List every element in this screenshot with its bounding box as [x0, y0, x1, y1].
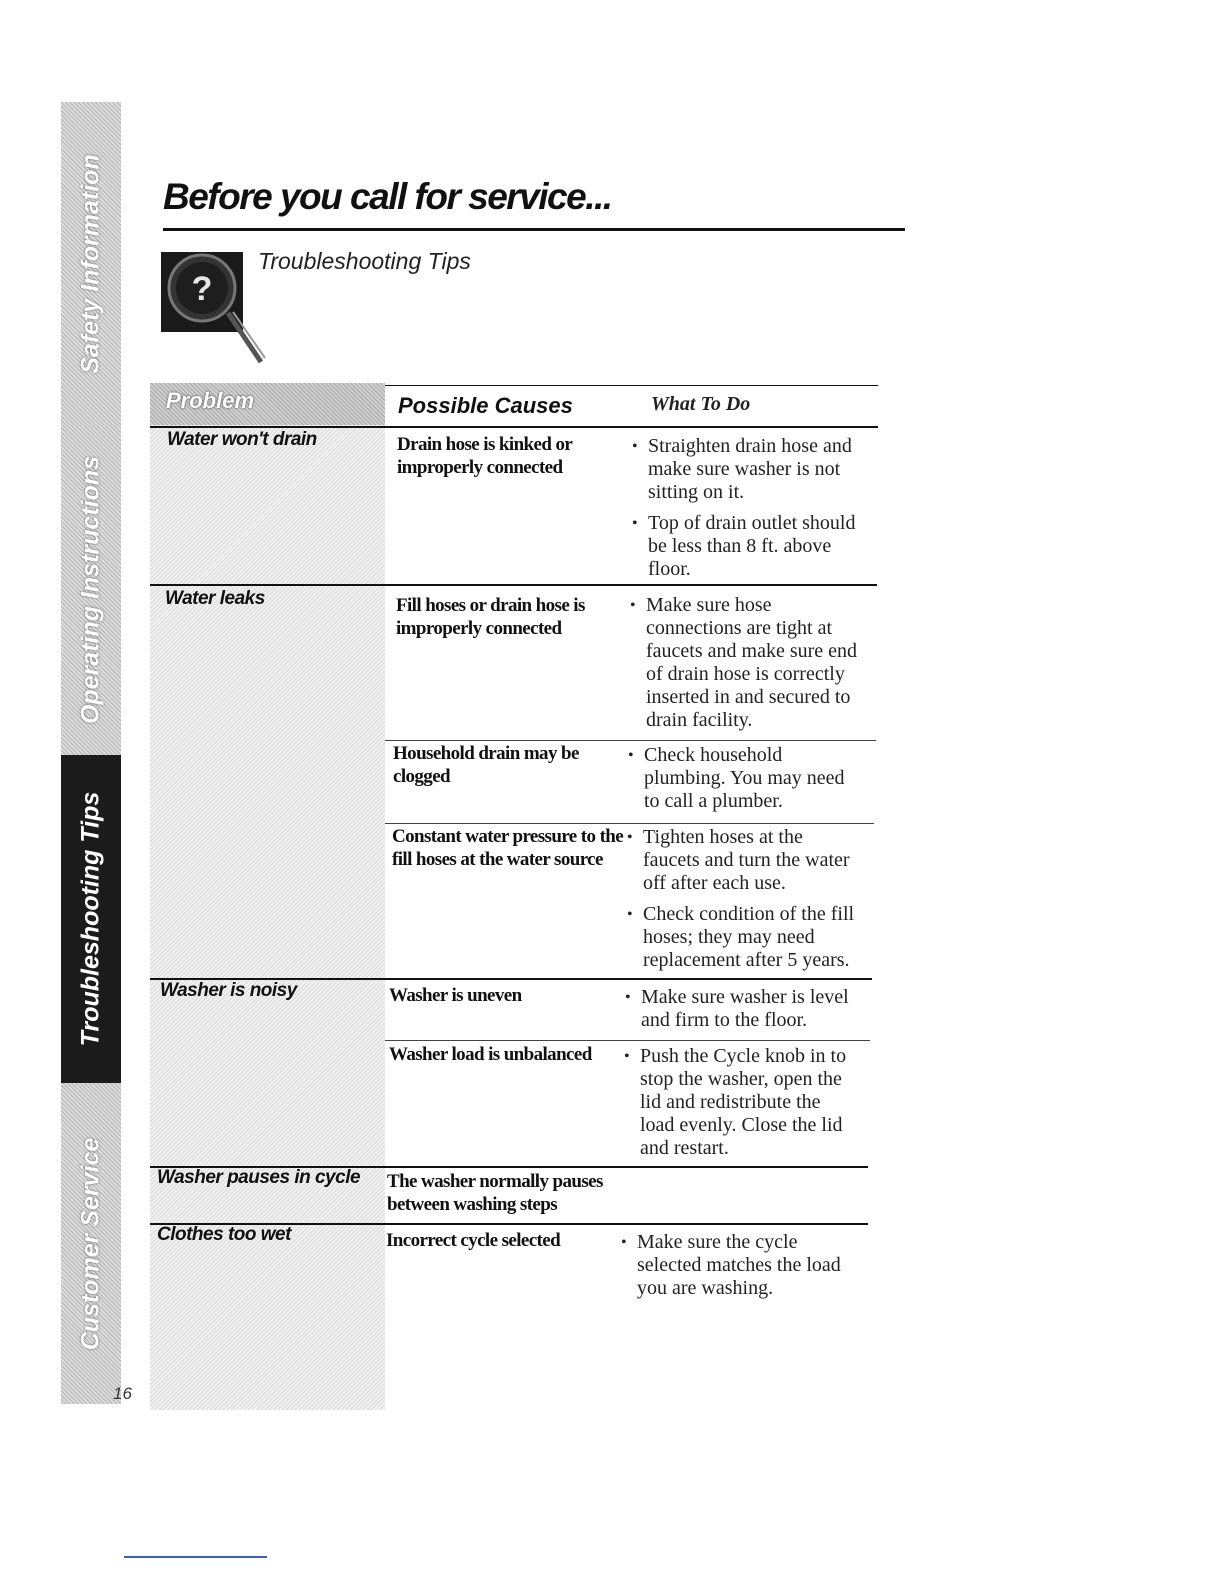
title-rule	[163, 228, 905, 231]
tab-safety-information[interactable]	[61, 102, 121, 425]
bullet: •	[632, 438, 638, 455]
tab-operating-instructions[interactable]	[61, 425, 121, 755]
question-magnifier-icon	[161, 250, 271, 370]
action-text: Check household plumbing. You may need to call a plumber.	[644, 744, 845, 812]
tab-label: Troubleshooting Tips	[76, 791, 105, 1047]
tab-label: Safety Information	[76, 153, 105, 374]
cause-household-drain-clogged: Household drain may be clogged	[393, 743, 579, 787]
action-level-washer	[625, 986, 860, 1032]
problem-clothes-too-wet: Clothes too wet	[157, 1224, 291, 1245]
cause-rule	[385, 1040, 870, 1041]
cause-incorrect-cycle: Incorrect cycle selected	[386, 1230, 561, 1251]
cause-constant-water-pressure: Constant water pressure to the fill hoses at the water source	[392, 826, 624, 870]
header-possible-causes: Possible Causes	[398, 393, 573, 418]
problem-water-wont-drain: Water won't drain	[167, 429, 317, 450]
cause-washer-uneven: Washer is uneven	[389, 985, 522, 1006]
problem-water-leaks: Water leaks	[165, 588, 265, 609]
action-text: Straighten drain hose and make sure washer is not sitting on it.	[648, 435, 852, 503]
side-tabs	[61, 102, 121, 1404]
cause-load-unbalanced: Washer load is unbalanced	[389, 1044, 592, 1065]
action-straighten-drain-hose	[632, 435, 867, 504]
action-text: Make sure the cycle selected matches the load you are washing.	[637, 1231, 841, 1299]
action-text: Top of drain outlet should be less than 8 ft. above floor.	[648, 512, 856, 580]
action-check-plumbing	[628, 744, 863, 813]
bullet: •	[628, 747, 634, 764]
action-redistribute-load	[624, 1045, 859, 1160]
problem-column	[150, 383, 385, 1410]
tab-label: Operating Instructions	[76, 455, 105, 725]
header-problem: Problem	[166, 388, 255, 413]
action-text: Check condition of the fill hoses; they may need replacement after 5 years.	[643, 903, 855, 971]
action-tighten-hoses	[627, 826, 862, 895]
problem-washer-pauses: Washer pauses in cycle	[157, 1167, 361, 1188]
tab-label: Customer Service	[76, 1137, 105, 1350]
cause-rule	[385, 823, 874, 824]
tab-troubleshooting-tips[interactable]	[61, 755, 121, 1083]
footer-line	[124, 1556, 267, 1558]
bullet: •	[627, 829, 633, 846]
cause-normal-pauses: The washer normally pauses between washing steps	[387, 1171, 603, 1215]
bullet: •	[630, 597, 636, 614]
action-check-hose-connections	[630, 594, 865, 732]
action-text: Push the Cycle knob in to stop the washer, open the lid and redistribute the load evenly. Close the lid and restart.	[640, 1045, 847, 1159]
bullet: •	[624, 1048, 630, 1065]
page-title: Before you call for service...	[163, 176, 612, 217]
cause-fill-hoses-improper: Fill hoses or drain hose is improperly connected	[396, 595, 585, 639]
cause-rule	[385, 740, 876, 741]
bullet: •	[627, 906, 633, 923]
action-text: Make sure hose connections are tight at faucets and make sure end of drain hose is correctly inserted in and secured to drain facility.	[646, 594, 858, 731]
action-drain-outlet-height	[632, 512, 867, 581]
header-rule	[150, 426, 878, 428]
problem-washer-noisy: Washer is noisy	[160, 980, 297, 1001]
action-text: Make sure washer is level and firm to the floor.	[641, 986, 849, 1031]
action-check-cycle	[621, 1231, 856, 1300]
action-text: Tighten hoses at the faucets and turn the water off after each use.	[643, 826, 850, 894]
cause-drain-hose-kinked: Drain hose is kinked or improperly connected	[397, 434, 572, 478]
tab-customer-service[interactable]	[61, 1083, 121, 1404]
section-label: Troubleshooting Tips	[258, 248, 471, 274]
svg-text:?: ?	[191, 270, 213, 308]
header-what-to-do: What To Do	[651, 393, 751, 415]
bullet: •	[621, 1234, 627, 1251]
row-rule	[150, 584, 877, 586]
bullet: •	[625, 989, 631, 1006]
bullet: •	[632, 515, 638, 532]
page-number: 16	[113, 1384, 132, 1403]
action-check-fill-hoses	[627, 903, 862, 972]
header-top-rule	[385, 385, 878, 386]
